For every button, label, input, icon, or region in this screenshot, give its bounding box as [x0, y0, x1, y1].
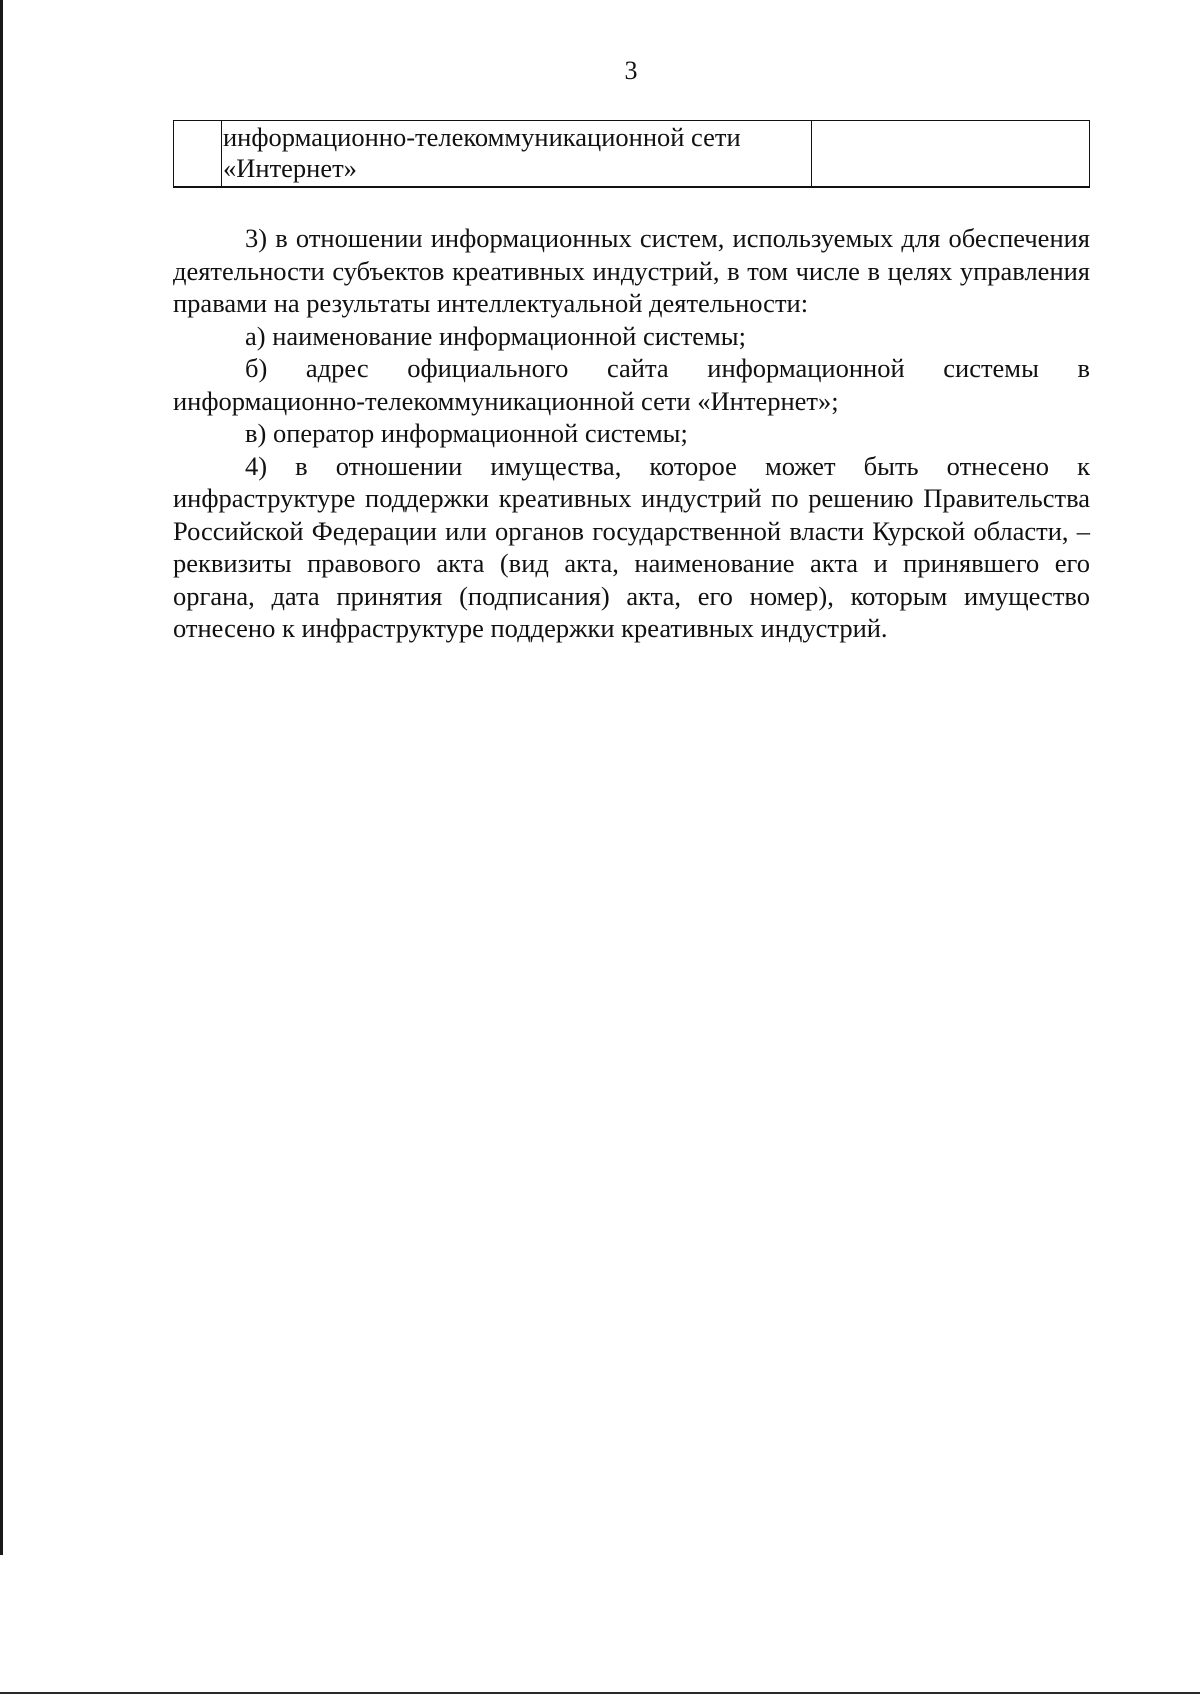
- table-cell-text: информационно-телекоммуникационной сети «Интернет»: [222, 121, 812, 188]
- scan-edge-left: [0, 0, 3, 1555]
- page-number: 3: [624, 56, 638, 85]
- paragraph-subitem-b: б) адрес официального сайта информационной системы в информационно-телекоммуникационной сети «Интернет»;: [173, 353, 1090, 416]
- document-body: [173, 222, 1090, 645]
- paragraph-item-4: 4) в отношении имущества, которое может быть отнесено к инфраструктуре поддержки креативных индустрий по решению Правительства Российской Федерации или органов государственной власти Курской области, – реквизиты правового акта (вид акта, наименование акта и принявшего его органа, дата принятия (подписания) акта, его номер), которым имущество отнесено к инфраструктуре поддержки креативных индустрий.: [173, 450, 1090, 643]
- table-row: [174, 121, 1090, 188]
- paragraph-subitem-v: в) оператор информационной системы;: [245, 418, 688, 448]
- scan-edge-bottom: [0, 1692, 1200, 1694]
- continuation-table: [173, 120, 1090, 188]
- paragraph-subitem-a: а) наименование информационной системы;: [245, 320, 746, 351]
- table-cell-number: [174, 121, 222, 188]
- table-cell-value: [812, 121, 1090, 188]
- paragraph-item-3: 3) в отношении информационных систем, используемых для обеспечения деятельности субъектов креативных индустрий, в том числе в целях управления правами на результаты интеллектуальной деятельности:: [173, 223, 1090, 318]
